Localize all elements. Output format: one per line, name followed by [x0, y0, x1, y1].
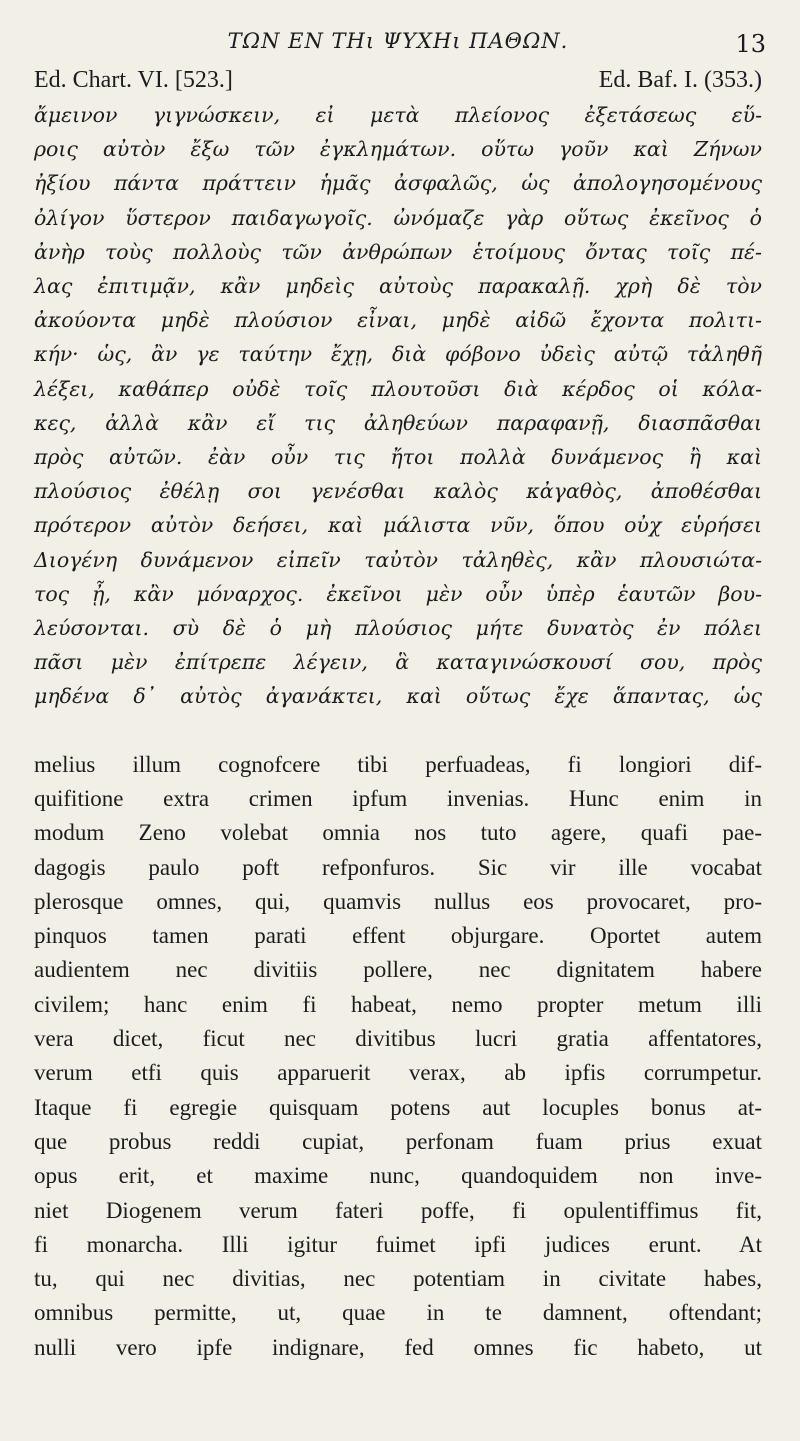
latin-line: nulli vero ipfe indignare, fed omnes fic habeto, ut	[34, 1334, 762, 1360]
greek-line: ἀκούοντα μηδὲ πλούσιον εἶναι, μηδὲ αἰδῶ ἔχοντα πολιτι-	[34, 308, 762, 333]
latin-line: niet Diogenem verum fateri poffe, fi opulentiffimus fit,	[34, 1197, 762, 1223]
greek-line: κες, ἀλλὰ κἂν εἴ τις ἀληθεύων παραφανῇ, διασπᾶσθαι	[34, 410, 762, 435]
latin-line: vera dicet, ficut nec divitibus lucri gratia affentatores,	[34, 1026, 762, 1052]
edition-ref-left: Ed. Chart. VI. [523.]	[34, 67, 233, 93]
greek-line: πᾶσι μὲν ἐπίτρεπε λέγειν, ἃ καταγινώσκουσί σου, πρὸς	[34, 650, 762, 675]
greek-line: ἠξίου πάντα πράττειν ἡμᾶς ἀσφαλῶς, ὡς ἀπολογησομένους	[34, 171, 762, 196]
greek-line: μηδένα δ᾽ αὐτὸς ἀγανάκτει, καὶ οὕτως ἔχε ἅπαντας, ὡς	[34, 684, 762, 709]
greek-line: πρότερον αὐτὸν δεήσει, καὶ μάλιστα νῦν, ὅπου οὐχ εὑρήσει	[34, 513, 762, 538]
latin-line: tu, qui nec divitias, nec potentiam in civitate habes,	[34, 1266, 762, 1292]
latin-line: fi monarcha. Illi igitur fuimet ipfi judices erunt. At	[34, 1231, 762, 1257]
running-title: ΤΩΝ ΕΝ ΤΗι ΨΥΧΗι ΠΑΘΩΝ.	[227, 29, 569, 53]
page-number: 13	[735, 30, 766, 58]
latin-line: que probus reddi cupiat, perfonam fuam prius exuat	[34, 1128, 762, 1154]
greek-line: λέξει, καθάπερ οὐδὲ τοῖς πλουτοῦσι διὰ κέρδος οἱ κόλα-	[34, 376, 762, 401]
latin-line: civilem; hanc enim fi habeat, nemo propter metum illi	[34, 991, 762, 1017]
edition-references	[34, 62, 762, 98]
greek-line: λεύσονται. σὺ δὲ ὁ μὴ πλούσιος μήτε δυνατὸς ἐν πόλει	[34, 616, 762, 641]
latin-line: verum etfi quis apparuerit verax, ab ipfis corrumpetur.	[34, 1060, 762, 1086]
edition-ref-right: Ed. Baf. I. (353.)	[598, 67, 762, 93]
greek-line: πλούσιος ἐθέλῃ σοι γενέσθαι καλὸς κἀγαθὸς, ἀποθέσθαι	[34, 479, 762, 504]
greek-line: ὀλίγον ὕστερον παιδαγωγοῖς. ὠνόμαζε γὰρ οὕτως ἐκεῖνος ὁ	[34, 205, 762, 230]
latin-line: modum Zeno volebat omnia nos tuto agere, quafi pae-	[34, 820, 762, 846]
greek-line: λας ἐπιτιμᾷν, κἂν μηδεὶς αὐτοὺς παρακαλῇ. χρὴ δὲ τὸν	[34, 274, 762, 299]
latin-text-block	[34, 748, 762, 1365]
greek-line: ἄμεινον γιγνώσκειν, εἰ μετὰ πλείονος ἐξετάσεως εὕ-	[34, 103, 762, 127]
latin-line: omnibus permitte, ut, quae in te damnent, oftendant;	[34, 1300, 762, 1326]
latin-line: melius illum cognofcere tibi perfuadeas, fi longiori dif-	[34, 751, 762, 777]
latin-line: opus erit, et maxime nunc, quandoquidem non inve-	[34, 1163, 762, 1189]
greek-line: ροις αὐτὸν ἔξω τῶν ἐγκλημάτων. οὕτω γοῦν καὶ Ζήνων	[34, 137, 762, 162]
latin-line: dagogis paulo poft refponfuros. Sic vir ille vocabat	[34, 854, 762, 880]
latin-line: pinquos tamen parati effent objurgare. Oportet autem	[34, 923, 762, 949]
latin-line: plerosque omnes, qui, quamvis nullus eos provocaret, pro-	[34, 888, 762, 914]
greek-line: τος ᾖ, κἂν μόναρχος. ἐκεῖνοι μὲν οὖν ὑπὲρ ἑαυτῶν βου-	[34, 581, 762, 606]
greek-line: πρὸς αὐτῶν. ἐὰν οὖν τις ἤτοι πολλὰ δυνάμενος ἢ καὶ	[34, 445, 762, 470]
latin-line: quifitione extra crimen ipfum invenias. Hunc enim in	[34, 785, 762, 811]
greek-text-block	[34, 98, 762, 714]
greek-line: Διογένη δυνάμενον εἰπεῖν ταὐτὸν τἀληθὲς, κἂν πλουσιώτα-	[34, 547, 762, 572]
latin-line: audientem nec divitiis pollere, nec dignitatem habere	[34, 957, 762, 983]
greek-line: ἀνὴρ τοὺς πολλοὺς τῶν ἀνθρώπων ἑτοίμους ὄντας τοῖς πέ-	[34, 239, 762, 264]
greek-line: κήν· ὡς, ἂν γε ταύτην ἔχῃ, διὰ φόβονο ὐδεὶς αὐτῷ τἀληθῆ	[34, 342, 762, 367]
latin-line: Itaque fi egregie quisquam potens aut locuples bonus at-	[34, 1094, 762, 1120]
